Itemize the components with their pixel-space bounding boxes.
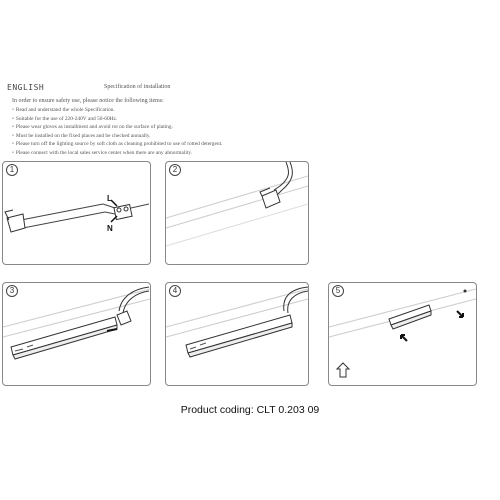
step-4-panel <box>165 282 309 386</box>
language-label: ENGLISH <box>7 83 45 92</box>
driver-connected-illustration <box>166 283 308 385</box>
ceiling-cable-illustration <box>166 162 308 264</box>
step-number: 4 <box>169 285 181 297</box>
step-5-panel <box>328 282 477 386</box>
step-number: 5 <box>332 285 344 297</box>
instruction-list <box>12 106 222 158</box>
instruction-item: • Please wear gloves as installment and avoid rot on the surface of plating. <box>12 124 173 131</box>
step-3-panel <box>2 282 151 386</box>
live-wire-label: L <box>107 194 112 203</box>
document-title: Specification of installation <box>104 84 171 90</box>
step-number: 3 <box>6 285 18 297</box>
step-1-panel <box>2 161 151 265</box>
step-number: 1 <box>6 164 18 176</box>
instruction-item: • Must be installed on the fixed places and be checked annually. <box>12 132 151 139</box>
driver-connect-illustration <box>3 283 150 385</box>
instruction-item: • Suitable for the use of 220-240V and 50-60Hz. <box>12 115 118 122</box>
instruction-item: • Please turn off the lighting source by soft cloth as cleaning prohibited to use of rotted detergent. <box>12 141 223 148</box>
instruction-item: • Read and understand the whole Specification. <box>12 107 115 113</box>
product-coding: Product coding: CLT 0.203 09 <box>180 404 320 416</box>
cable-connector-illustration <box>3 162 150 264</box>
neutral-wire-label: N <box>107 224 113 233</box>
step-number: 2 <box>169 164 181 176</box>
instruction-item: • Please connect with the local sales service center when there are any abnormality. <box>12 149 193 156</box>
intro-text: In order to ensure safety use, please notice the following items: <box>12 98 164 104</box>
mounting-illustration <box>329 283 476 385</box>
step-2-panel <box>165 161 309 265</box>
